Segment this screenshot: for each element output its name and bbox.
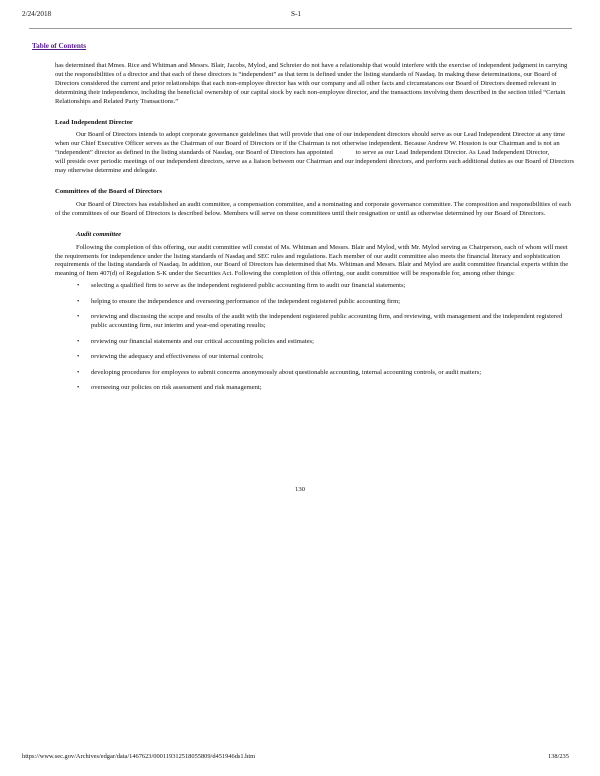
section-heading-committees: Committees of the Board of Directors: [55, 187, 163, 195]
list-item: [55, 338, 575, 347]
document-title: S-1: [291, 10, 301, 18]
list-item: [55, 313, 575, 331]
bullet-icon: •: [77, 368, 80, 376]
audit-committee-responsibilities-list: [55, 282, 575, 393]
bullet-icon: •: [77, 282, 80, 290]
list-item-text: overseeing our policies on risk assessment and risk management;: [91, 384, 262, 392]
list-item: [55, 353, 575, 362]
list-item-text: reviewing the adequacy and effectiveness of our internal controls;: [91, 353, 264, 361]
page-number: 130: [294, 486, 306, 493]
bullet-icon: •: [77, 384, 80, 392]
list-item-text: reviewing and discussing the scope and results of the audit with the independent registered public accounting firm, and reviewing, with management and the independent registered public accounting firm, our interim and year-end operating results;: [91, 313, 563, 330]
subsection-heading-audit-committee: Audit committee: [76, 230, 122, 238]
bullet-icon: •: [77, 313, 80, 321]
list-item-text: helping to ensure the independence and overseeing performance of the independent registered public accounting firm;: [91, 297, 401, 305]
bullet-icon: •: [77, 297, 80, 305]
list-item-text: developing procedures for employees to submit concerns anonymously about questionable accounting, internal accounting controls, or audit matters;: [91, 368, 482, 376]
footer-url: https://www.sec.gov/Archives/edgar/data/1467623/000119312518055809/d451946ds1.htm: [22, 753, 256, 760]
intro-paragraph: has determined that Mmes. Rice and Whitman and Messrs. Blair, Jacobs, Mylod, and Schreier do not have a relationship that would interfere with the exercise of independent judgment in carrying out the responsibilities of a director and that each of these directors is “independent” as that term is defined under the listing standards of Nasdaq. In making these determinations, our Board of Directors considered the current and prior relationships that each non-employee director has with our company and all other facts and circumstances our Board of Directors deemed relevant in determining their independence, including the beneficial ownership of our capital stock by each non-employee director, and the transactions involving them described in the section titled “Certain Relationships and Related Party Transactions.”: [55, 62, 568, 105]
list-item: [55, 282, 575, 291]
section-heading-lead-independent-director: Lead Independent Director: [55, 118, 133, 126]
list-item-text: selecting a qualified firm to serve as the independent registered public accounting firm to audit our financial statements;: [91, 282, 406, 290]
header-divider: [29, 28, 572, 29]
list-item: [55, 298, 575, 307]
bullet-icon: •: [77, 353, 80, 361]
document-body: [55, 62, 575, 400]
list-item: [55, 369, 575, 378]
list-item-text: reviewing our financial statements and our critical accounting policies and estimates;: [91, 337, 314, 345]
bullet-icon: •: [77, 337, 80, 345]
footer-page-count: 138/235: [548, 753, 569, 760]
lead-independent-director-paragraph: Our Board of Directors intends to adopt corporate governance guidelines that will provide that one of our independent directors should serve as our Lead Independent Director at any time when our Chief Executive Officer serves as the Chairman of our Board of Directors or if the Chairman is not otherwise independent. Because Andrew W. Houston is our Chairman and is not an “independent” director as defined in the listing standards of Nasdaq, our Board of Directors has appointed to serve as our Lead Independent Director. As Lead Independent Director, will preside over periodic meetings of our independent directors, serve as a liaison between our Chairman and our independent directors, and perform such additional duties as our Board of Directors may otherwise determine and delegate.: [55, 131, 576, 175]
audit-committee-paragraph: Following the completion of this offering, our audit committee will consist of Ms. Whitman and Messrs. Blair and Mylod, with Mr. Mylod serving as Chairperson, each of whom will meet the requirements for independence under the listing standards of Nasdaq and SEC rules and regulations. Each member of our audit committee also meets the financial literacy and sophistication requirements of the listing standards of Nasdaq. In addition, our Board of Directors has determined that Ms. Whitman and Messrs. Blair and Mylod are audit committee financial experts within the meaning of Item 407(d) of Regulation S-K under the Securities Act. Following the completion of this offering, our audit committee will be responsible for, among other things:: [55, 243, 569, 278]
table-of-contents-link[interactable]: Table of Contents: [32, 42, 87, 50]
committees-paragraph: Our Board of Directors has established an audit committee, a compensation committee, and a nominating and corporate governance committee. The composition and responsibilities of each of the committees of our Board of Directors is described below. Members will serve on these committees until their resignation or until as otherwise determined by our Board of Directors.: [55, 200, 571, 217]
print-date: 2/24/2018: [22, 10, 52, 18]
list-item: [55, 384, 575, 393]
